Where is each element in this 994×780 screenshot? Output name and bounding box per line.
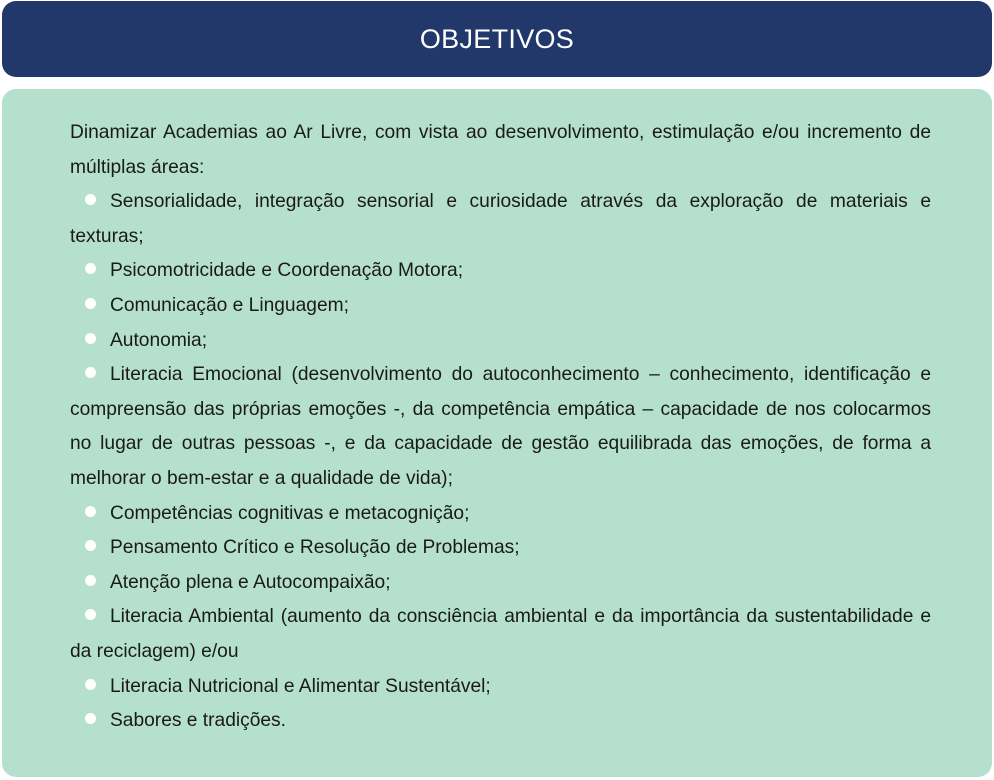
list-item-text: Literacia Nutricional e Alimentar Sustentável; [110, 675, 491, 697]
bullet-icon [85, 298, 96, 309]
list-item-text: Literacia Emocional (desenvolvimento do autoconhecimento – conhecimento, identificação e compreensão das próprias emoções -, da competência empática – capacidade de nos colocarmos no lugar de outras pessoas -, e da capacidade de gestão equilibrada das emoções, de forma a melhorar o bem-estar e a qualidade de vida); [70, 364, 931, 489]
list-item-text: Atenção plena e Autocompaixão; [110, 571, 391, 593]
list-item [70, 324, 931, 359]
list-item-text: Comunicação e Linguagem; [110, 294, 349, 316]
bullet-icon [85, 367, 96, 378]
bullet-icon [85, 679, 96, 690]
list-item-text: Sensorialidade, integração sensorial e curiosidade através da exploração de materiais e texturas; [70, 191, 931, 247]
list-item-text: Competências cognitivas e metacognição; [110, 502, 470, 524]
bullet-icon [85, 713, 96, 724]
list-item [70, 566, 931, 601]
list-item-text: Autonomia; [110, 329, 208, 351]
list-item [70, 289, 931, 324]
intro-text: Dinamizar Academias ao Ar Livre, com vista ao desenvolvimento, estimulação e/ou incremento de múltiplas áreas: [70, 122, 931, 178]
list-item [70, 600, 931, 669]
list-item-text: Literacia Ambiental (aumento da consciência ambiental e da importância da sustentabilidade e da reciclagem) e/ou [70, 606, 931, 662]
page-title: OBJETIVOS [419, 23, 575, 54]
list-item [70, 185, 931, 254]
bullet-icon [85, 506, 96, 517]
list-item [70, 670, 931, 705]
header-banner [2, 1, 992, 77]
list-item-text: Psicomotricidade e Coordenação Motora; [110, 260, 464, 282]
objectives-list [70, 185, 931, 739]
objectives-panel [2, 89, 992, 777]
list-item [70, 531, 931, 566]
list-item-text: Sabores e tradições. [110, 710, 286, 732]
bullet-icon [85, 575, 96, 586]
bullet-icon [85, 333, 96, 344]
list-item [70, 704, 931, 739]
list-item [70, 497, 931, 532]
list-item [70, 358, 931, 496]
list-item-text: Pensamento Crítico e Resolução de Problemas; [110, 537, 520, 559]
bullet-icon [85, 540, 96, 551]
list-item [70, 254, 931, 289]
bullet-icon [85, 263, 96, 274]
bullet-icon [85, 194, 96, 205]
bullet-icon [85, 609, 96, 620]
objectives-content [70, 116, 931, 739]
